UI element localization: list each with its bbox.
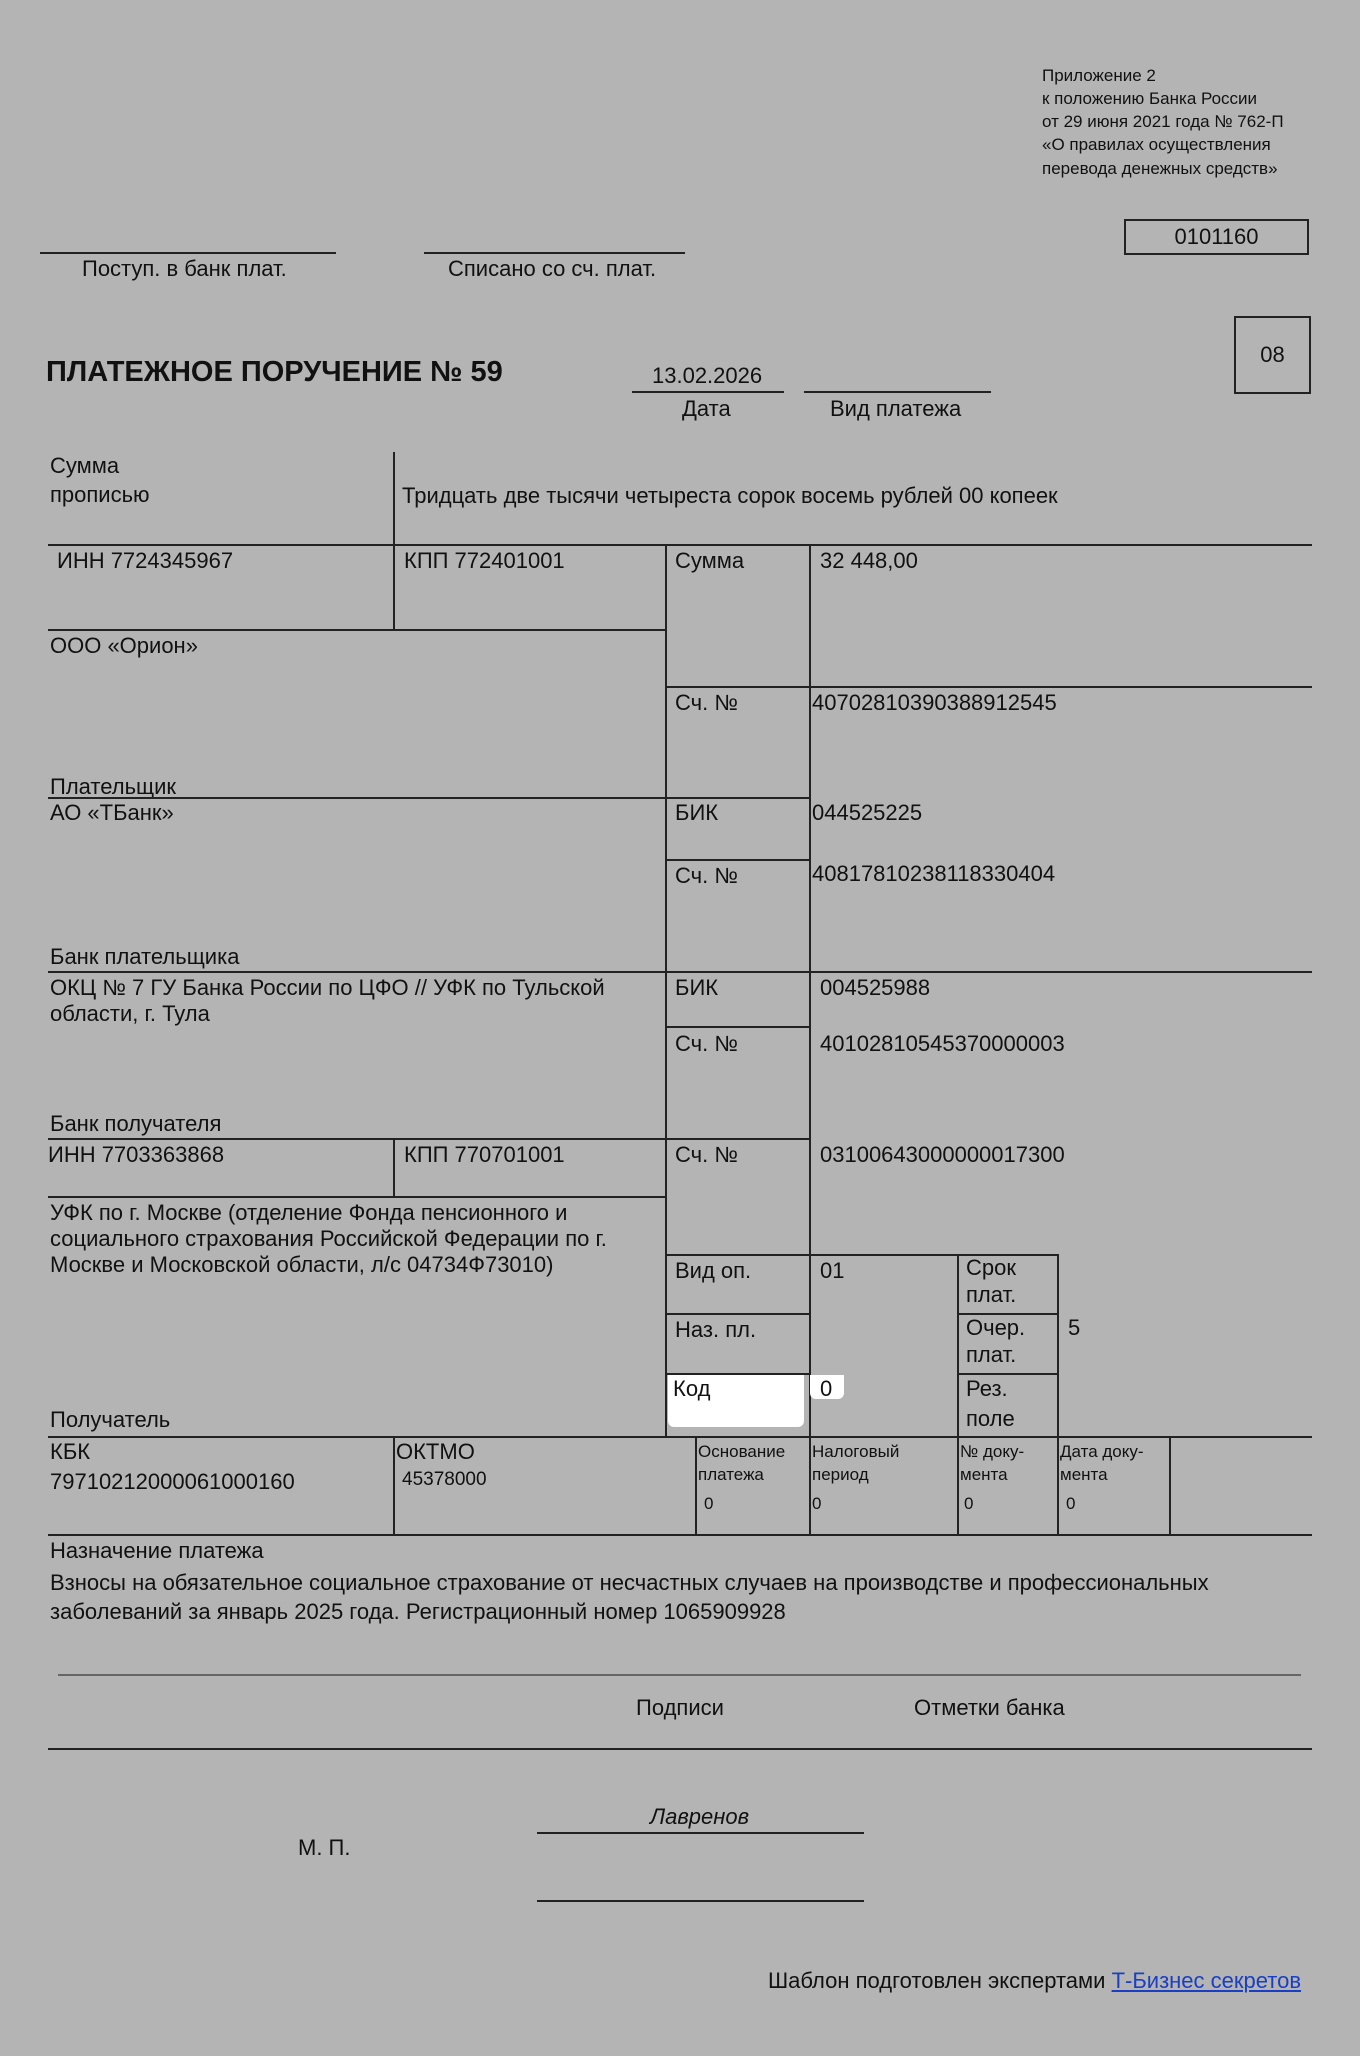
- divider: [957, 1254, 959, 1536]
- footer-text: Шаблон подготовлен экспертами: [768, 1968, 1106, 1993]
- basis-label: Основание платежа: [698, 1442, 786, 1484]
- recipient-bank-account: 40102810545370000003: [820, 1031, 1065, 1056]
- appendix-line: «О правилах осуществления: [1042, 135, 1271, 154]
- divider: [393, 1437, 395, 1535]
- doc-num-label: № доку-мента: [960, 1442, 1025, 1484]
- recipient-bank-name: ОКЦ № 7 ГУ Банка России по ЦФО // УФК по Тульской области, г. Тула: [50, 975, 605, 1026]
- naz-pl-label: Наз. пл.: [675, 1317, 757, 1342]
- divider: [393, 1139, 395, 1198]
- debited-line: [424, 252, 685, 254]
- recipient-bank-label: Банк получателя: [50, 1111, 222, 1136]
- period-label: Налоговый период: [812, 1442, 900, 1484]
- divider: [48, 1196, 666, 1198]
- divider: [666, 1313, 810, 1315]
- divider: [1057, 1254, 1059, 1436]
- appendix-line: Приложение 2: [1042, 66, 1156, 85]
- payer-bank-name: АО «ТБанк»: [50, 800, 174, 825]
- vid-op-label: Вид оп.: [675, 1258, 752, 1283]
- oktmo-value: 45378000: [402, 1469, 487, 1490]
- payer-label: Плательщик: [50, 774, 177, 799]
- form-code-box: 0101160: [1124, 219, 1309, 255]
- divider: [58, 1674, 1301, 1676]
- basis-value: 0: [704, 1494, 714, 1513]
- divider: [666, 686, 1312, 688]
- payer-bank-account: 40817810238118330404: [812, 861, 1056, 886]
- signature-line: [537, 1900, 864, 1902]
- divider: [48, 1436, 1312, 1438]
- signatures-label: Подписи: [636, 1695, 724, 1720]
- recipient-account: 03100643000000017300: [820, 1142, 1065, 1167]
- payer-bank-account-label: Сч. №: [675, 863, 738, 888]
- signature-line: [537, 1832, 864, 1834]
- payment-type-line: [804, 391, 991, 393]
- recipient-name: УФК по г. Москве (отделение Фонда пенсионного и социального страхования Российской Федерации по г. Москве и Московской области, л/с 04734Ф73010): [50, 1200, 607, 1277]
- amount-label: Сумма: [675, 548, 745, 573]
- vid-op-value: 01: [820, 1258, 845, 1283]
- amount-words-label: прописью: [50, 482, 150, 507]
- recipient-account-label: Сч. №: [675, 1142, 738, 1167]
- divider: [695, 1437, 697, 1535]
- footer: [768, 1968, 1301, 1994]
- oktmo-label: ОКТМО: [396, 1439, 475, 1464]
- payer-account: 40702810390388912545: [812, 690, 1057, 715]
- amount-words: Тридцать две тысячи четыреста сорок восемь рублей 00 копеек: [402, 483, 1058, 508]
- ocher-label: Очер. плат.: [966, 1315, 1026, 1367]
- received-line: [40, 252, 336, 254]
- divider: [1057, 1437, 1059, 1535]
- payer-name: ООО «Орион»: [50, 633, 198, 658]
- bank-marks-label: Отметки банка: [914, 1695, 1065, 1720]
- appendix-line: перевода денежных средств»: [1042, 159, 1278, 178]
- date-value: 13.02.2026: [652, 363, 763, 388]
- divider: [666, 1026, 810, 1028]
- kbk-label: КБК: [50, 1439, 91, 1464]
- status-code-box: 08: [1234, 316, 1311, 394]
- divider: [48, 629, 666, 631]
- payer-bank-bik-label: БИК: [675, 800, 719, 825]
- divider: [393, 452, 395, 630]
- recipient-bank-bik-label: БИК: [675, 975, 719, 1000]
- recipient-inn: ИНН 7703363868: [48, 1142, 225, 1167]
- ocher-value: 5: [1068, 1315, 1081, 1340]
- appendix-line: от 29 июня 2021 года № 762-П: [1042, 112, 1284, 131]
- divider: [48, 1138, 810, 1140]
- divider: [48, 1534, 1312, 1536]
- date-line: [632, 391, 784, 393]
- recipient-bank-account-label: Сч. №: [675, 1031, 738, 1056]
- rez-label: Рез. поле: [966, 1376, 1015, 1431]
- payer-bank-bik: 044525225: [812, 800, 923, 825]
- purpose-text: Взносы на обязательное социальное страхование от несчастных случаев на производстве и профессиональных заболеваний за январь 2025 года. Регистрационный номер 1065909928: [50, 1570, 1209, 1624]
- kbk-value: 79710212000061000160: [50, 1469, 295, 1494]
- divider: [48, 971, 1312, 973]
- appendix-line: к положению Банка России: [1042, 89, 1258, 108]
- divider: [48, 797, 810, 799]
- footer-link[interactable]: Т-Бизнес секретов: [1111, 1968, 1302, 1993]
- kod-label: Код: [673, 1376, 711, 1401]
- divider: [48, 544, 1312, 546]
- signature-name: Лавренов: [650, 1804, 750, 1829]
- doc-date-value: 0: [1066, 1494, 1076, 1513]
- date-label: Дата: [682, 396, 731, 421]
- amount-value: 32 448,00: [820, 548, 918, 573]
- divider: [666, 859, 810, 861]
- recipient-bank-bik: 004525988: [820, 975, 931, 1000]
- srok-label: Срок плат.: [966, 1255, 1017, 1307]
- payer-kpp: КПП 772401001: [404, 548, 565, 573]
- divider: [665, 545, 667, 1438]
- recipient-kpp: КПП 770701001: [404, 1142, 565, 1167]
- divider: [1169, 1437, 1171, 1535]
- doc-date-label: Дата доку-мента: [1060, 1442, 1144, 1484]
- payment-type-label: Вид платежа: [830, 396, 962, 421]
- debited-label: Списано со сч. плат.: [448, 256, 657, 281]
- period-value: 0: [812, 1494, 822, 1513]
- kod-value: 0: [820, 1376, 833, 1401]
- divider: [48, 1748, 1312, 1750]
- stamp-label: М. П.: [298, 1835, 351, 1860]
- payer-account-label: Сч. №: [675, 690, 738, 715]
- doc-num-value: 0: [964, 1494, 974, 1513]
- payer-bank-label: Банк плательщика: [50, 944, 240, 969]
- received-label: Поступ. в банк плат.: [82, 256, 287, 281]
- page-title: ПЛАТЕЖНОЕ ПОРУЧЕНИЕ № 59: [46, 356, 503, 388]
- amount-words-label: Сумма: [50, 453, 120, 478]
- payer-inn: ИНН 7724345967: [57, 548, 234, 573]
- purpose-label: Назначение платежа: [50, 1538, 264, 1563]
- recipient-label: Получатель: [50, 1407, 171, 1432]
